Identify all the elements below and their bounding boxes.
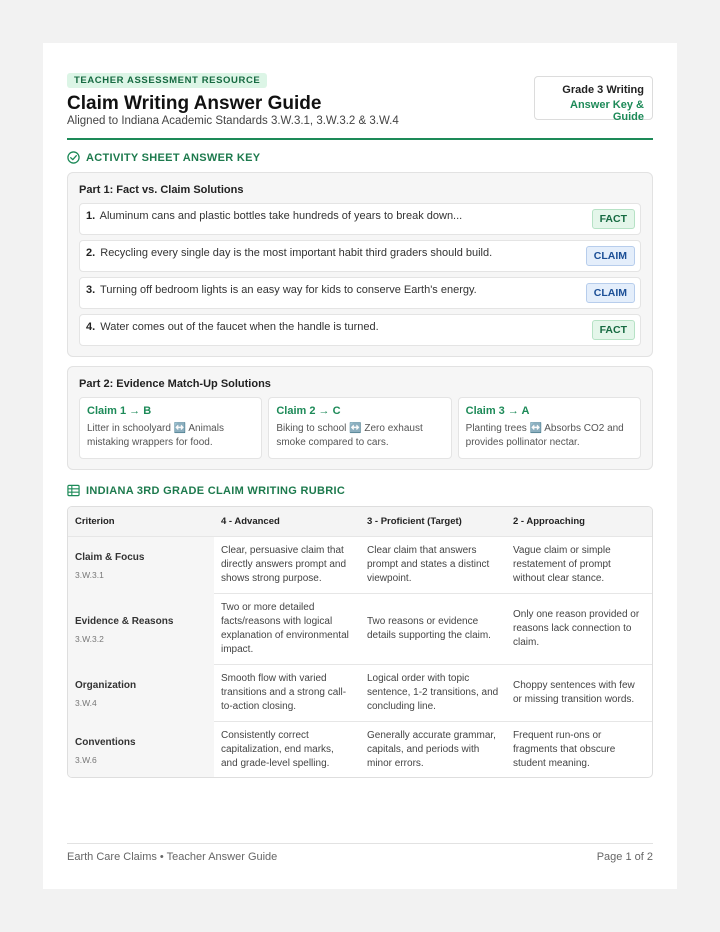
guide-label: Answer Key & Guide — [570, 99, 644, 123]
page-header — [67, 43, 653, 140]
part1-title: Part 1: Fact vs. Claim Solutions — [79, 184, 244, 196]
rubric-heading-text: INDIANA 3RD GRADE CLAIM WRITING RUBRIC — [86, 484, 346, 497]
page-subtitle: Aligned to Indiana Academic Standards 3.W.3.1, 3.W.3.2 & 3.W.4 — [67, 115, 399, 127]
table-row — [68, 593, 652, 664]
proficient-cell: Two reasons or evidence details supporting the claim. — [367, 616, 491, 641]
proficient-cell: Generally accurate grammar, capitals, and periods with minor errors. — [367, 729, 496, 769]
criterion-cell — [68, 594, 214, 665]
page-footer — [67, 843, 653, 863]
check-circle-icon — [67, 151, 80, 164]
standard-code: 3.W.3.1 — [75, 569, 104, 580]
statement-text: Turning off bedroom lights is an easy way for kids to conserve Earth's energy. — [100, 284, 477, 296]
statement-text: Recycling every single day is the most important habit third graders should build. — [100, 247, 493, 259]
match-description: Planting trees ↔️ Absorbs CO2 and provides pollinator nectar. — [465, 423, 624, 448]
statement-number: 3. — [86, 284, 96, 296]
fact-tag: FACT — [592, 209, 635, 229]
match-description: Litter in schoolyard ↔️ Animals mistaking wrappers for food. — [87, 423, 224, 448]
table-icon — [67, 484, 80, 497]
advanced-cell: Clear, persuasive claim that directly answers prompt and shows strong purpose. — [221, 545, 347, 584]
approaching-cell: Vague claim or simple restatement of prompt without clear stance. — [513, 545, 611, 584]
answer-key-heading — [67, 151, 260, 164]
advanced-cell: Consistently correct capitalization, end marks, and grade-level spelling. — [221, 729, 334, 769]
table-row — [68, 536, 652, 593]
match-description: Biking to school ↔️ Zero exhaust smoke compared to cars. — [276, 423, 423, 448]
fact-tag: FACT — [592, 320, 635, 340]
table-row — [68, 721, 652, 777]
statement-number: 2. — [86, 247, 96, 259]
criterion-name: Evidence & Reasons — [75, 615, 174, 627]
column-header: 4 - Advanced — [221, 515, 280, 527]
grade-box — [534, 76, 653, 123]
grade-label: Grade 3 Writing — [562, 84, 644, 96]
column-header: 2 - Approaching — [513, 515, 585, 527]
approaching-cell: Only one reason provided or reasons lack connection to claim. — [513, 609, 640, 648]
rubric-heading — [67, 484, 345, 497]
match-title: Claim 2 → C — [276, 405, 341, 417]
footer-title: Earth Care Claims • Teacher Answer Guide — [67, 851, 278, 863]
rubric-table — [67, 506, 653, 778]
answer-key-heading-text: ACTIVITY SHEET ANSWER KEY — [86, 151, 261, 164]
claim-tag: CLAIM — [586, 283, 635, 303]
match-list — [79, 397, 641, 459]
match-card — [268, 397, 451, 459]
match-card — [79, 397, 262, 459]
criterion-cell — [68, 665, 214, 722]
criterion-name: Claim & Focus — [75, 551, 145, 563]
part1-panel — [67, 172, 653, 357]
match-card — [458, 397, 641, 459]
page-title: Claim Writing Answer Guide — [67, 93, 322, 114]
criterion-cell — [68, 722, 214, 778]
page-number: Page 1 of 2 — [596, 851, 653, 863]
table-row — [68, 664, 652, 721]
proficient-cell: Logical order with topic sentence, 1-2 transitions, and concluding line. — [367, 673, 499, 712]
column-header: Criterion — [75, 515, 115, 527]
criterion-name: Conventions — [75, 736, 136, 748]
match-title: Claim 3 → A — [465, 405, 530, 417]
criterion-cell — [68, 537, 214, 594]
approaching-cell: Choppy sentences with few or missing transition words. — [513, 680, 635, 705]
proficient-cell: Clear claim that answers prompt and states a distinct viewpoint. — [367, 545, 490, 584]
match-title: Claim 1 → B — [87, 405, 152, 417]
statement-row — [79, 203, 641, 235]
resource-badge: TEACHER ASSESSMENT RESOURCE — [67, 73, 267, 88]
criterion-name: Organization — [75, 679, 137, 691]
approaching-cell: Frequent run-ons or fragments that obscure student meaning. — [513, 729, 616, 769]
statement-text: Water comes out of the faucet when the handle is turned. — [100, 321, 379, 333]
statement-number: 1. — [86, 210, 96, 222]
column-header: 3 - Proficient (Target) — [367, 515, 462, 527]
standard-code: 3.W.3.2 — [75, 633, 104, 644]
statement-number: 4. — [86, 321, 96, 333]
standard-code: 3.W.4 — [75, 697, 97, 708]
advanced-cell: Smooth flow with varied transitions and a strong call-to-action closing. — [221, 673, 347, 712]
answer-guide-page — [43, 43, 677, 889]
statement-row — [79, 277, 641, 309]
statement-row — [79, 314, 641, 346]
statement-text: Aluminum cans and plastic bottles take hundreds of years to break down... — [99, 210, 463, 222]
advanced-cell: Two or more detailed facts/reasons with logical explanation of environmental impact. — [221, 602, 349, 655]
part2-title: Part 2: Evidence Match-Up Solutions — [79, 378, 271, 390]
table-header-row — [68, 507, 652, 536]
statement-row — [79, 240, 641, 272]
standard-code: 3.W.6 — [75, 754, 97, 765]
part2-panel — [67, 366, 653, 470]
claim-tag: CLAIM — [586, 246, 635, 266]
